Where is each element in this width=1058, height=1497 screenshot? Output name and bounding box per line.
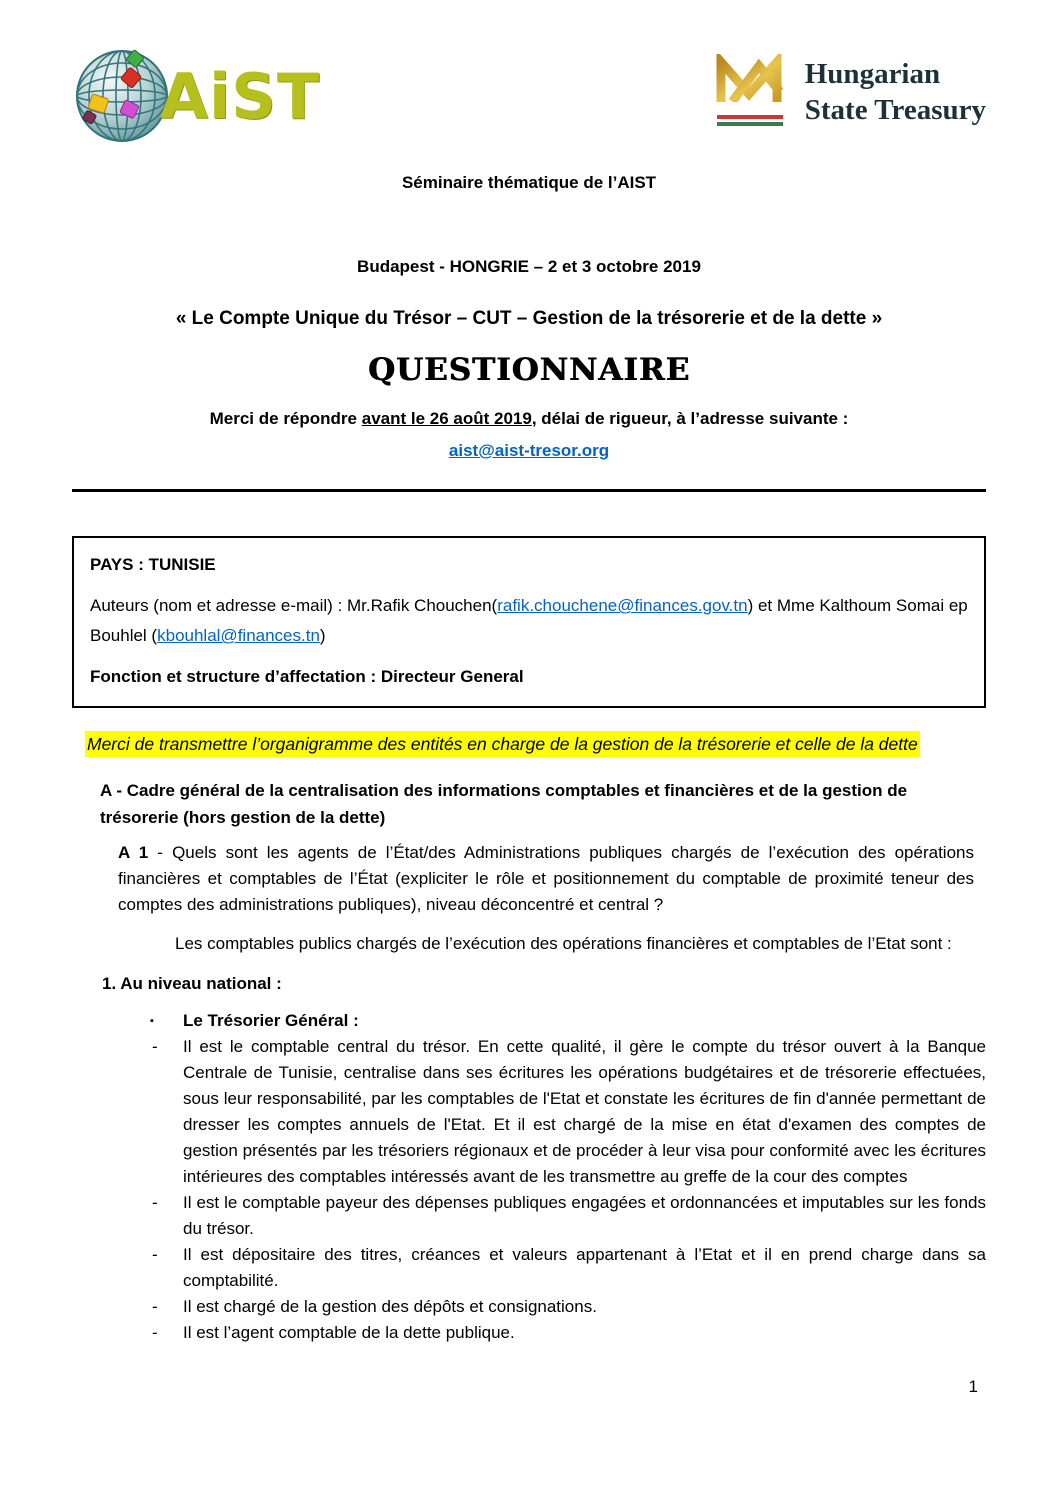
- seminar-title: Séminaire thématique de l’AIST: [401, 173, 657, 192]
- bullet-tresorier-general: [150, 1008, 986, 1034]
- page-number: 1: [968, 1377, 978, 1396]
- dash-marker: -: [152, 1297, 158, 1316]
- list-item: [152, 1034, 986, 1190]
- bullet-label: Le Trésorier Général :: [183, 1011, 359, 1030]
- authors-field: [90, 591, 968, 651]
- function-field: Fonction et structure d’affectation : Directeur General: [90, 667, 524, 686]
- treasury-name-line1: Hungarian: [804, 58, 941, 90]
- separator-rule: [72, 489, 986, 492]
- aist-wordmark: AiST: [160, 60, 321, 133]
- list-item: [152, 1320, 986, 1346]
- authors-prefix: Auteurs (nom et adresse e-mail) : Mr.Rafik Chouchen(: [90, 596, 498, 615]
- deadline-date: avant le 26 août 2019: [361, 409, 532, 428]
- author2-email-link[interactable]: kbouhlal@finances.tn: [157, 626, 320, 645]
- treasury-name-line2: State Treasury: [804, 94, 986, 126]
- treasury-crown-icon: [715, 54, 789, 126]
- deadline-line: [72, 406, 986, 432]
- answer-intro: Les comptables publics chargés de l’exécution des opérations financières et comptables de l’Etat sont :: [175, 934, 952, 953]
- section-a-heading: A - Cadre général de la centralisation des informations comptables et financières et de la gestion de trésorerie (hors gestion de la dette): [100, 781, 908, 827]
- question-a1: [118, 840, 974, 918]
- list-item: [152, 1294, 986, 1320]
- hungarian-treasury-logo: [715, 54, 986, 128]
- list-item-text: Il est le comptable payeur des dépenses publiques engagées et ordonnancées et imputables sur les fonds du trésor.: [183, 1193, 986, 1238]
- highlight-text: Merci de transmettre l’organigramme des entités en charge de la gestion de la trésorerie et celle de la dette: [85, 731, 920, 757]
- square-bullet-icon: ▪: [150, 1015, 154, 1027]
- email-line: [72, 438, 986, 464]
- header-logos: [72, 46, 986, 146]
- event-location-date: Budapest - HONGRIE – 2 et 3 octobre 2019: [357, 257, 701, 276]
- dash-marker: -: [152, 1193, 158, 1212]
- hungary-flag-lines: [717, 115, 783, 126]
- country-field: PAYS : TUNISIE: [90, 555, 216, 574]
- treasury-name: [805, 56, 986, 128]
- authors-mid: ) et Mme Kalthoum Somai ep Bouhlel (: [90, 596, 968, 645]
- country-info-box: [72, 536, 986, 708]
- question-a1-text: - Quels sont les agents de l’État/des Administrations publiques chargés de l’exécution des opérations financières et comptables de l’État (expliciter le rôle et positionnement du comptable de proximité teneur des comptes des administrations publiques), niveau déconcentré et central ?: [118, 843, 974, 914]
- deadline-prefix: Merci de répondre: [209, 409, 362, 428]
- dash-marker: -: [152, 1037, 158, 1056]
- list-item-text: Il est chargé de la gestion des dépôts et consignations.: [183, 1297, 597, 1316]
- aist-logo: [74, 46, 320, 154]
- list-item-text: Il est dépositaire des titres, créances et valeurs appartenant à l’Etat et il en prend charge dans sa comptabilité.: [183, 1245, 986, 1290]
- authors-suffix: ): [319, 626, 326, 645]
- dash-marker: -: [152, 1323, 158, 1342]
- list-item-text: Il est le comptable central du trésor. En cette qualité, il gère le compte du trésor ouvert à la Banque Centrale de Tunisie, centralise dans ses écritures les opérations budgétaires et de trésorerie effectuées, sous leur responsabilité, par les comptables de l'Etat et constate les écritures de fin d'année permettant de dresser les comptes annuels de l'Etat. Et il est chargé de la mise en état d'examen des comptes de gestion présentés par les trésoriers régionaux et de procéder à leur visa pour conformité avec les écritures intérieures des comptables intéressés avant de les transmettre au greffe de la cour des comptes: [183, 1037, 986, 1186]
- globe-icon: [74, 46, 174, 154]
- question-a1-label: A 1: [118, 843, 149, 862]
- list-item: [152, 1190, 986, 1242]
- deadline-suffix: , délai de rigueur, à l’adresse suivante :: [531, 409, 849, 428]
- list-item-text: Il est l’agent comptable de la dette publique.: [183, 1323, 515, 1342]
- highlighted-note: [85, 728, 986, 761]
- author1-email-link[interactable]: rafik.chouchene@finances.gov.tn: [497, 596, 748, 615]
- seminar-theme: « Le Compte Unique du Trésor – CUT – Gestion de la trésorerie et de la dette »: [175, 308, 883, 329]
- questionnaire-title: QUESTIONNAIRE: [367, 352, 691, 388]
- dash-list: [152, 1034, 986, 1346]
- dash-marker: -: [152, 1245, 158, 1264]
- level-national-heading: 1. Au niveau national :: [102, 974, 282, 993]
- list-item: [152, 1242, 986, 1294]
- aist-email-link[interactable]: aist@aist-tresor.org: [448, 441, 610, 460]
